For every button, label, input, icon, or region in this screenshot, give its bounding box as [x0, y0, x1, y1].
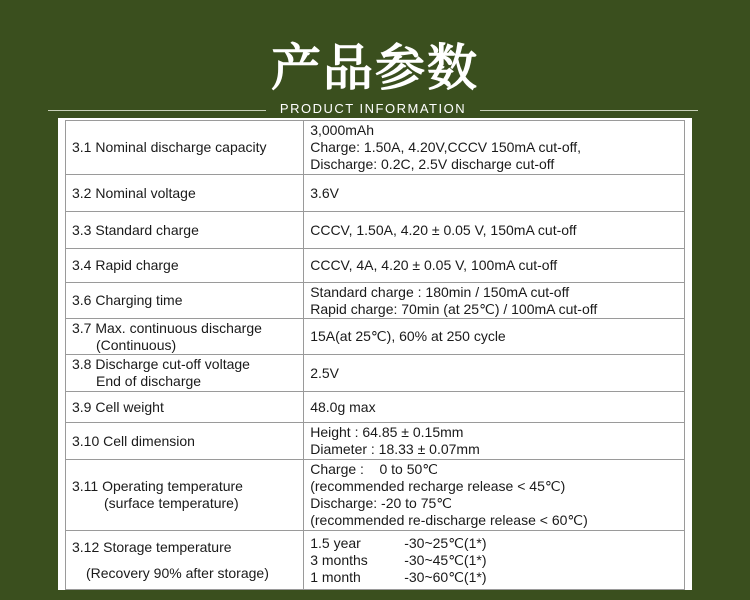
table-row: [66, 423, 685, 460]
spec-value: 48.0g max: [304, 392, 685, 423]
storage-range: -30~60℃(1*): [404, 568, 487, 585]
storage-period: 3 months: [310, 551, 368, 568]
spec-label: 3.9 Cell weight: [66, 392, 304, 423]
table-row: [66, 283, 685, 319]
spec-label: 3.10 Cell dimension: [66, 423, 304, 460]
table-row: [66, 319, 685, 355]
spec-value: CCCV, 4A, 4.20 ± 0.05 V, 100mA cut-off: [304, 249, 685, 283]
table-row: [66, 460, 685, 531]
spec-value: 15A(at 25℃), 60% at 250 cycle: [304, 319, 685, 355]
spec-value: [304, 283, 685, 319]
spec-label: 3.2 Nominal voltage: [66, 175, 304, 212]
storage-period: 1 month: [310, 568, 361, 585]
spec-label: [66, 355, 304, 392]
spec-value-line: Height : 64.85 ± 0.15mm: [310, 424, 464, 440]
spec-label: [66, 460, 304, 531]
table-row: [66, 212, 685, 249]
storage-range: -30~45℃(1*): [404, 551, 487, 568]
storage-period: 1.5 year: [310, 534, 361, 551]
spec-panel: [58, 118, 692, 590]
spec-value-line: (recommended re-discharge release < 60℃): [310, 512, 588, 528]
subtitle-divider-right: [480, 110, 698, 111]
spec-value: [304, 121, 685, 175]
spec-label: [66, 319, 304, 355]
spec-label-line: 3.8 Discharge cut-off voltage: [72, 356, 250, 372]
spec-value: 3.6V: [304, 175, 685, 212]
spec-table: [65, 120, 685, 590]
spec-value: 2.5V: [304, 355, 685, 392]
storage-row: [310, 535, 678, 552]
page-title: 产品参数: [271, 39, 479, 97]
spec-value: CCCV, 1.50A, 4.20 ± 0.05 V, 150mA cut-off: [304, 212, 685, 249]
spec-value: [304, 423, 685, 460]
spec-value: [304, 531, 685, 590]
spec-label: 3.3 Standard charge: [66, 212, 304, 249]
storage-range: -30~25℃(1*): [404, 534, 487, 551]
table-row: [66, 355, 685, 392]
spec-label-note: (surface temperature): [104, 495, 239, 511]
subtitle-bar: [48, 101, 698, 119]
page-subtitle: PRODUCT INFORMATION: [279, 101, 467, 116]
spec-label: 3.6 Charging time: [66, 283, 304, 319]
spec-value-line: Charge : 0 to 50℃: [310, 461, 439, 477]
spec-value-line: Charge: 1.50A, 4.20V,CCCV 150mA cut-off,: [310, 139, 582, 155]
spec-value: [304, 460, 685, 531]
spec-label: 3.1 Nominal discharge capacity: [66, 121, 304, 175]
storage-row: [310, 552, 678, 569]
table-row: [66, 249, 685, 283]
spec-value-line: Rapid charge: 70min (at 25℃) / 100mA cut-off: [310, 300, 598, 317]
spec-label-note: End of discharge: [96, 373, 202, 389]
table-row: [66, 121, 685, 175]
storage-row: [310, 569, 678, 586]
spec-label: 3.4 Rapid charge: [66, 249, 304, 283]
spec-value-line: Discharge: -20 to 75℃: [310, 495, 453, 511]
spec-value-line: Diameter : 18.33 ± 0.07mm: [310, 441, 480, 457]
spec-value-line: Standard charge : 180min / 150mA cut-off: [310, 283, 570, 300]
spec-value-line: (recommended recharge release < 45℃): [310, 478, 566, 494]
table-row: [66, 531, 685, 590]
table-row: [66, 175, 685, 212]
spec-label-line: 3.12 Storage temperature: [72, 538, 232, 555]
spec-label: [66, 531, 304, 590]
spec-value-line: Discharge: 0.2C, 2.5V discharge cut-off: [310, 156, 555, 172]
spec-label-note: (Continuous): [96, 336, 177, 353]
spec-value-line: 3,000mAh: [310, 122, 375, 138]
table-row: [66, 392, 685, 423]
spec-label-line: 3.11 Operating temperature: [72, 478, 243, 494]
spec-label-note: (Recovery 90% after storage): [86, 564, 269, 581]
spec-label-line: 3.7 Max. continuous discharge: [72, 319, 262, 336]
